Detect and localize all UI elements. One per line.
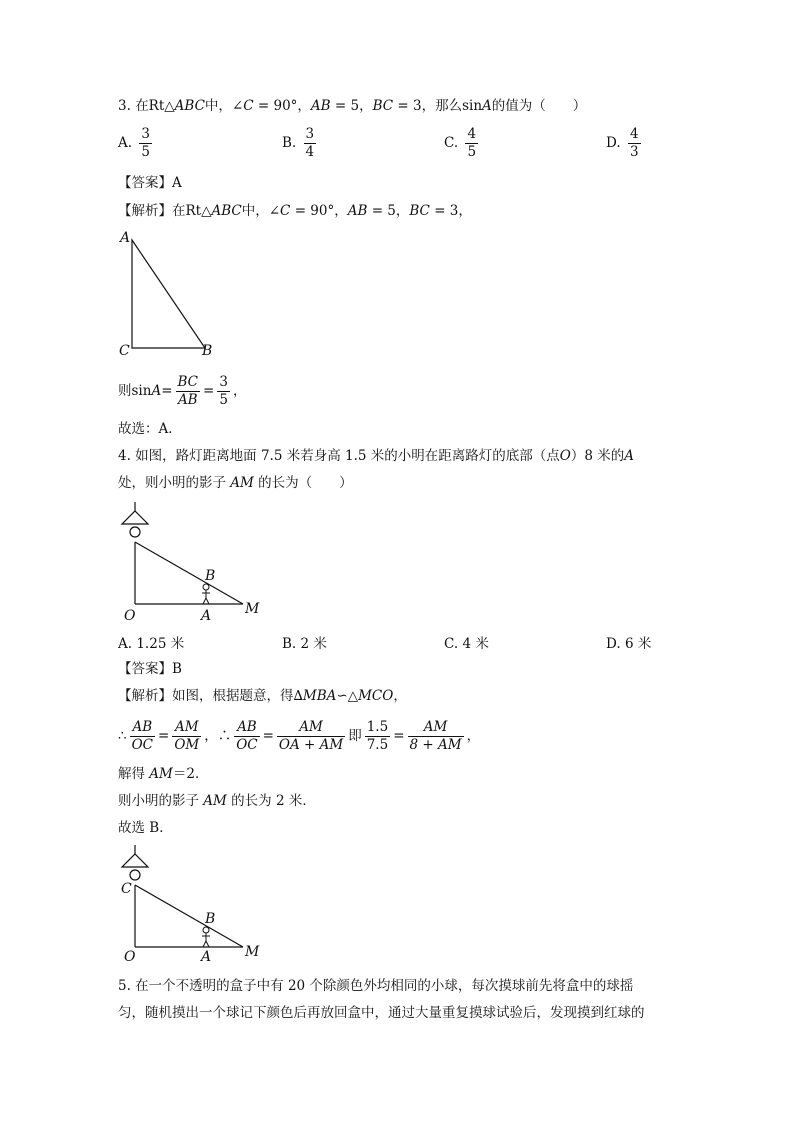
q4-option-d: D. 6 米 <box>606 636 652 652</box>
q3-option-c: C. $\frac{4}{5}$ <box>444 126 477 160</box>
q4-fraction-5: $\frac{1.5}{7.5}$ <box>366 719 389 753</box>
q3-option-a: A. $\frac{3}{5}$ <box>118 126 150 160</box>
q4-stem-line2: 处，则小明的影子 AM 的长为（ ） <box>118 475 353 491</box>
lamp-shade-icon <box>122 511 148 524</box>
q4-solution-label-a: A <box>201 949 212 965</box>
q4-fraction-1: $\frac{AB}{OC}$ <box>131 719 153 753</box>
q4-option-b: B. 2 米 <box>282 636 327 652</box>
q3-label-b: B <box>202 343 213 359</box>
light-ray <box>135 542 243 604</box>
q4-solution-label-m: M <box>245 944 260 960</box>
q3-conclusion: 故选：A． <box>118 421 182 437</box>
q4-label-b: B <box>205 568 216 584</box>
q5-stem-line1: 5. 在一个不透明的盒子中有 20 个除颜色外均相同的小球，每次摸球前先将盒中的球摇 <box>118 978 634 994</box>
q4-choose: 故选 B． <box>118 820 173 836</box>
q3-option-d-fraction: $\frac{4}{3}$ <box>629 126 639 160</box>
lamp-shade-icon <box>122 854 148 867</box>
q3-triangle <box>132 240 205 348</box>
q4-analysis: 【解析】如图，根据题意，得∆MBA∽△MCO， <box>118 688 407 704</box>
q3-label-a: A <box>120 230 131 246</box>
q3-option-d: D. $\frac{4}{3}$ <box>606 126 639 160</box>
q4-solution-label-o: O <box>124 949 136 965</box>
q3-answer: 【答案】A <box>118 175 182 191</box>
q3-option-a-fraction: $\frac{3}{5}$ <box>141 126 150 160</box>
q5-stem-line2: 匀，随机摸出一个球记下颜色后再放回盒中，通过大量重复摸球试验后，发现摸到红球的 <box>118 1005 645 1021</box>
q4-option-c: C. 4 米 <box>444 636 489 652</box>
q3-formula-fraction-1: $\frac{BC}{AB}$ <box>177 374 199 408</box>
q4-streetlight-figure <box>112 500 272 625</box>
q3-option-c-fraction: $\frac{4}{5}$ <box>467 126 477 160</box>
q3-formula: 则sinA= $\frac{BC}{AB}$ = $\frac{3}{5}$ ， <box>118 374 247 408</box>
lamp-bulb-icon <box>130 870 140 880</box>
q4-label-a: A <box>201 608 212 624</box>
q4-solve: 解得 AM＝2． <box>118 766 209 782</box>
person-icon <box>202 584 210 604</box>
q4-formula: ∴ $\frac{AB}{OC}$ = $\frac{AM}{OM}$ ，∴ $\frac{AB}{OC}$ = $\frac{AM}{OA + AM}$ 即 $\frac{1.5}{7.5}$ = $\frac{AM}{8 + AM}$ ， <box>118 719 481 753</box>
q4-fraction-6: $\frac{AM}{8 + AM}$ <box>409 719 462 753</box>
person-icon <box>202 927 210 947</box>
q3-triangle-figure <box>110 225 220 365</box>
q3-analysis: 【解析】在Rt△ABC中，∠C = 90°，AB = 5，BC = 3， <box>118 203 472 219</box>
q3-formula-fraction-2: $\frac{3}{5}$ <box>219 374 228 408</box>
q4-solution-label-b: B <box>205 911 216 927</box>
q4-answer: 【答案】B <box>118 661 182 677</box>
q4-label-o: O <box>124 608 136 624</box>
q4-conclusion: 则小明的影子 AM 的长为 2 米． <box>118 793 316 809</box>
q4-fraction-2: $\frac{AM}{OM}$ <box>174 719 200 753</box>
q3-number: 3. <box>118 98 131 114</box>
light-ray <box>135 885 243 947</box>
lamp-bulb-icon <box>130 527 140 537</box>
q4-solution-figure <box>112 843 272 968</box>
q3-option-b: B. $\frac{3}{4}$ <box>282 126 315 160</box>
q4-fraction-4: $\frac{AM}{OA + AM}$ <box>278 719 344 753</box>
q3-label-c: C <box>119 343 130 359</box>
q3-option-b-fraction: $\frac{3}{4}$ <box>305 126 315 160</box>
q4-fraction-3: $\frac{AB}{OC}$ <box>236 719 258 753</box>
q4-stem-line1: 4. 如图，路灯距离地面 7.5 米若身高 1.5 米的小明在距离路灯的底部（点O）8 米的A <box>118 448 634 464</box>
q4-solution-label-c: C <box>121 881 132 897</box>
q3-stem: 3. 在Rt△ABC中，∠C = 90°，AB = 5，BC = 3，那么sinA的值为（ ） <box>118 98 587 114</box>
q4-label-m: M <box>245 601 260 617</box>
q4-option-a: A. 1.25 米 <box>118 636 185 652</box>
